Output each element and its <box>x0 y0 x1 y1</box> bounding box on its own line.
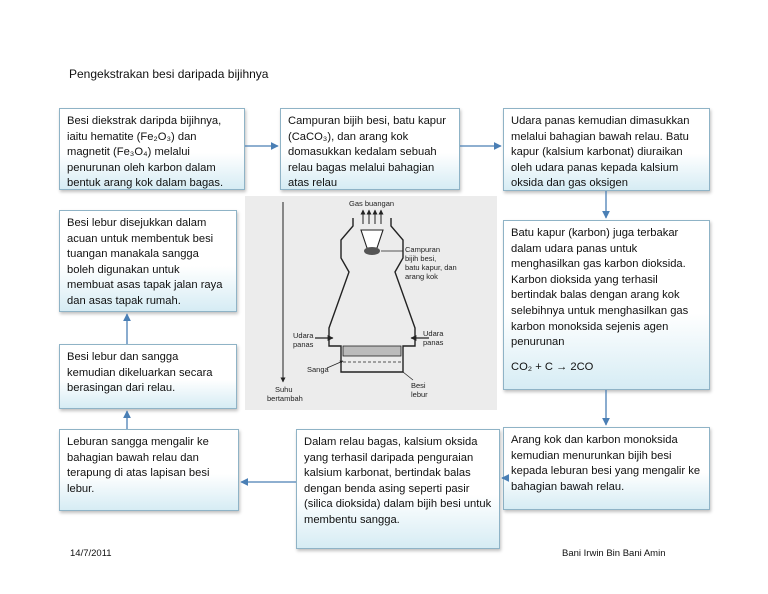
label-campuran-1: Campuran <box>405 245 441 254</box>
label-campuran-2: bijih besi, <box>405 254 437 263</box>
step-text-2: Campuran bijih besi, batu kapur (CaCO₃), dan arang kok domasukkan kedalam sebuah relau bagas melalui bahagian atas relau <box>288 115 446 190</box>
label-hot-air-left-1: Udara <box>293 331 314 340</box>
label-besi-2: lebur <box>411 390 428 399</box>
footer-author: Bani Irwin Bin Bani Amin <box>562 548 666 559</box>
label-gas: Gas buangan <box>349 199 395 208</box>
label-hot-air-right-2: panas <box>423 338 444 347</box>
label-hot-air-left-2: panas <box>293 340 314 349</box>
step-text-1: Besi diekstrak daripda bijihnya, iaitu hematite (Fe₂O₃) dan magnetit (Fe₃O₄) melalui penurunan oleh karbon dalam bentuk arang kok dalam bagas. <box>67 115 224 190</box>
label-campuran-4: arang kok <box>405 272 438 281</box>
step-text-9: Besi lebur disejukkan dalam acuan untuk membentuk besi tuangan manakala sangga boleh digunakan untuk membuat asas tapak jalan raya dan asas tapak rumah. <box>67 217 223 307</box>
footer-date: 14/7/2011 <box>70 548 112 559</box>
step-text-6: Dalam relau bagas, kalsium oksida yang terhasil daripada penguraian kalsium karbonat, bertindak balas dengan benda asing seperti pasir (silica dioksida) dalam bijih besi untuk membentu sangga. <box>304 436 492 526</box>
step-text-8: Besi lebur dan sangga kemudian dikeluarkan secara berasingan dari relau. <box>67 351 213 395</box>
step-text-7: Leburan sangga mengalir ke bahagian bawah relau dan terapung di atas lapisan besi lebur. <box>67 436 210 495</box>
step-text-5: Arang kok dan karbon monoksida kemudian menurunkan bijih besi kepada leburan besi yang mengalir ke bahagian bawah relau. <box>511 434 701 493</box>
step-text-3: Udara panas kemudian dimasukkan melalui bahagian bawah relau. Batu kapur (kalsium karbonat) diuraikan oleh udara panas kepada kalsium oksida dan gas oksigen <box>511 115 690 190</box>
step-text-4: Batu kapur (karbon) juga terbakar dalam udara panas untuk menghasilkan gas karbon dioksida. Karbon dioksida yang terhasil bertindak balas dengan arang kok selebihnya untuk menghasilkan gas karbon monoksida sejenis agen penurunan <box>511 227 689 349</box>
label-suhu-1: Suhu <box>275 385 293 394</box>
label-hot-air-right-1: Udara <box>423 329 444 338</box>
label-campuran-3: batu kapur, dan <box>405 263 457 272</box>
equation: CO₂ + C → 2CO <box>511 360 594 373</box>
label-suhu-2: bertambah <box>267 394 303 403</box>
page-title: Pengekstrakan besi daripada bijihnya <box>69 67 269 81</box>
label-besi-1: Besi <box>411 381 426 390</box>
label-sangga: Sanga <box>307 365 329 374</box>
